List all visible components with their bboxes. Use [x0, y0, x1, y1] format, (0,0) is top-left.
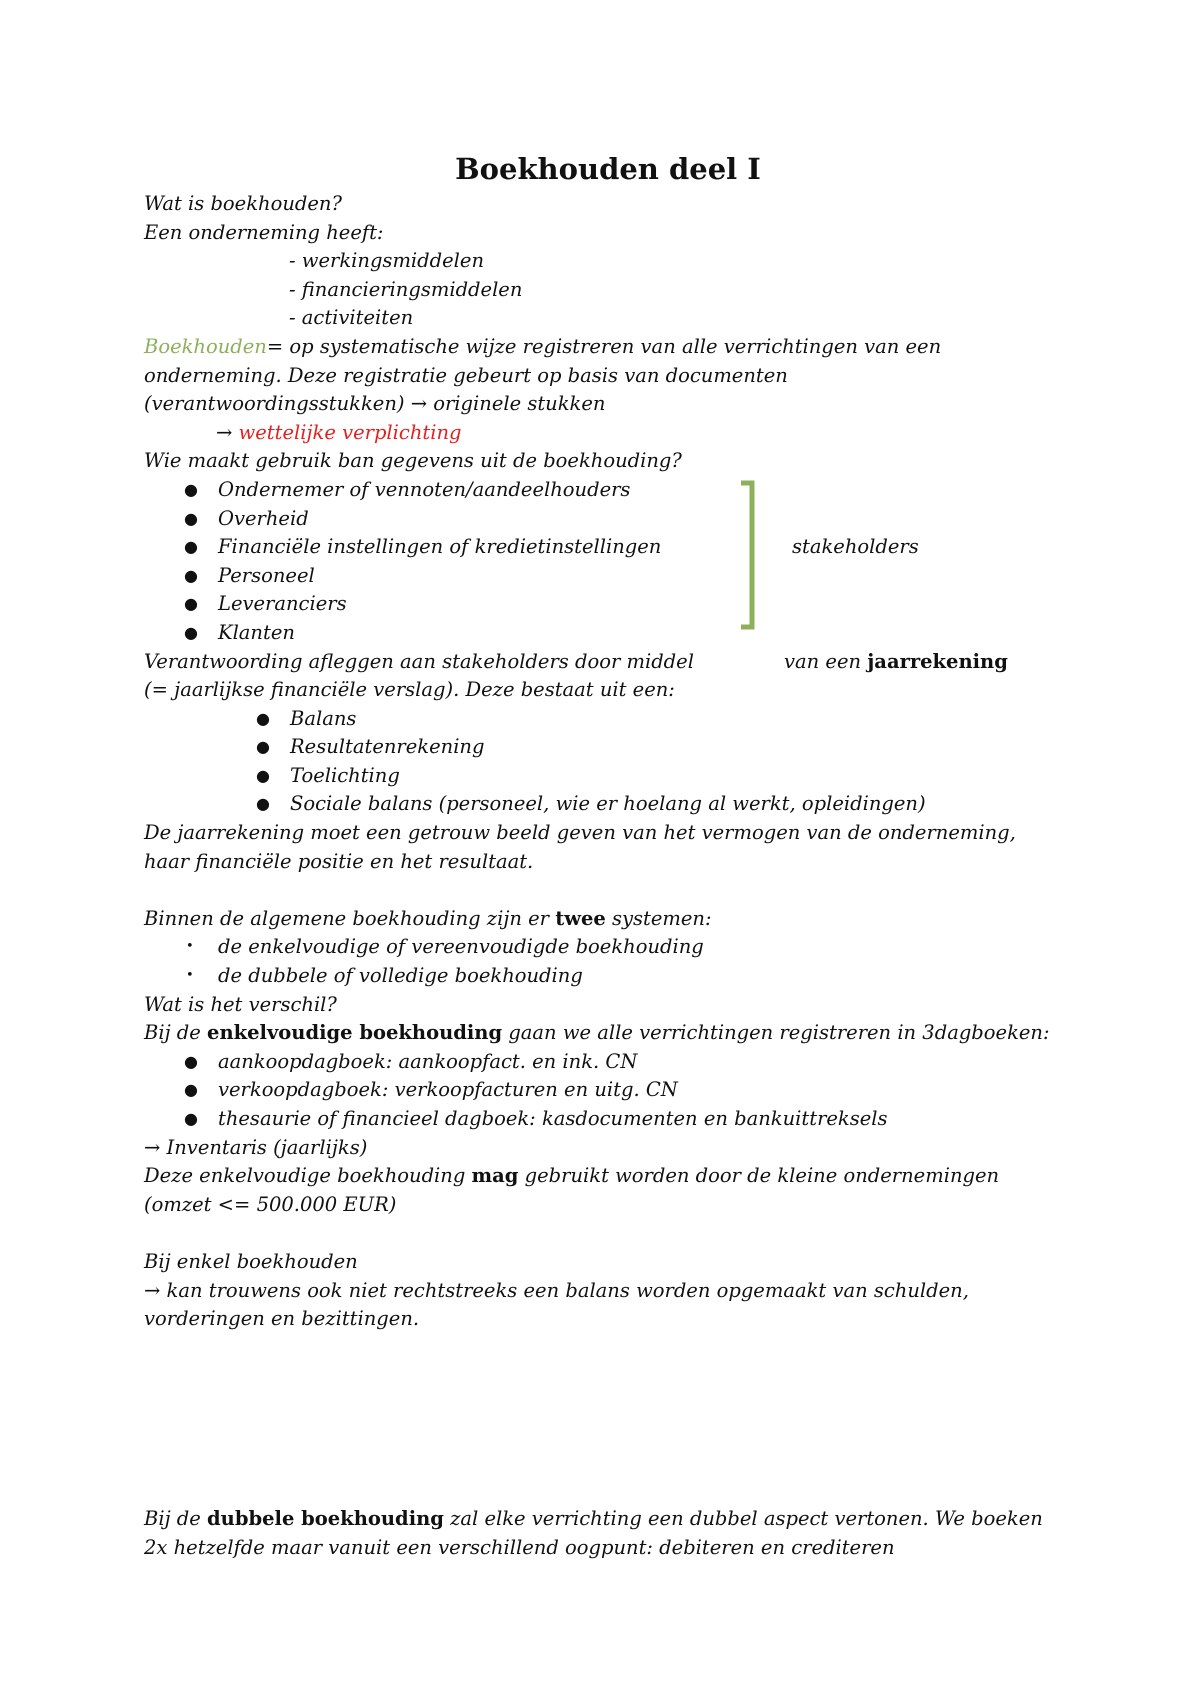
list-item: ● verkoopdagboek: verkoopfacturen en uitg. CN	[144, 1076, 1084, 1105]
inventory-line: → Inventaris (jaarlijks)	[144, 1135, 368, 1159]
bullet-icon: •	[186, 968, 194, 984]
bullet-icon: ●	[256, 708, 270, 728]
list-item: ● aankoopdagboek: aankoopfact. en ink. CN	[144, 1048, 1084, 1077]
double-line: 2x hetzelfde maar vanuit een verschillend oogpunt: debiteren en crediteren	[144, 1535, 895, 1559]
document-body	[144, 148, 1084, 1563]
bullet-icon: ●	[256, 794, 270, 814]
list-item: ● Toelichting	[144, 762, 1084, 791]
definition-line: (verantwoordingsstukken) → originele stukken	[144, 392, 606, 416]
bullet-icon: ●	[256, 765, 270, 785]
intro-statement: Een onderneming heeft:	[144, 220, 384, 244]
list-item: ● Balans	[144, 705, 1084, 734]
definition-term: Boekhouden	[144, 334, 267, 358]
list-item: ● Sociale balans (personeel, wie er hoelang al werkt, opleidingen)	[144, 790, 1084, 819]
legal-obligation: → wettelijke verplichting	[216, 420, 462, 444]
bullet-icon: ●	[184, 622, 198, 642]
arrow-right-icon: →	[216, 420, 233, 444]
stakeholders-label: stakeholders	[792, 535, 919, 559]
right-bracket-icon	[739, 480, 755, 630]
list-item: ● Klanten	[144, 619, 1084, 648]
list-item: ● Leveranciers	[144, 590, 1084, 619]
list-item: ● thesaurie of financieel dagboek: kasdocumenten en bankuittreksels	[144, 1105, 1084, 1134]
page-title: Boekhouden deel I	[455, 152, 761, 186]
list-item: ● Overheid	[144, 505, 1084, 534]
resource-item: - werkingsmiddelen	[289, 249, 485, 273]
bullet-icon: ●	[184, 1109, 198, 1128]
list-item: • de dubbele of volledige boekhouding	[144, 962, 1084, 991]
may-line: Deze enkelvoudige boekhouding mag gebruikt worden door de kleine ondernemingen	[144, 1164, 1000, 1188]
bullet-icon: ●	[184, 565, 198, 585]
bullet-icon: ●	[184, 479, 198, 499]
bullet-icon: ●	[184, 508, 198, 528]
systems-intro: Binnen de algemene boekhouding zijn er twee systemen:	[144, 906, 712, 930]
list-item: ● Personeel	[144, 562, 1084, 591]
resource-item: - financieringsmiddelen	[289, 277, 523, 301]
may-line: (omzet <= 500.000 EUR)	[144, 1192, 397, 1216]
jaarrekening-term: jaarrekening	[867, 649, 1008, 673]
definition-line: Boekhouden= op systematische wijze registreren van alle verrichtingen van een	[144, 334, 942, 358]
bullet-icon: •	[186, 939, 194, 955]
definition-line: onderneming. Deze registratie gebeurt op basis van documenten	[144, 363, 788, 387]
bullet-icon: ●	[184, 537, 198, 557]
single-note: vorderingen en bezittingen.	[144, 1307, 420, 1331]
list-item: ● Financiële instellingen of kredietinstellingen stakeholders	[144, 533, 1084, 562]
annual-note: haar financiële positie en het resultaat.	[144, 849, 534, 873]
list-item: • de enkelvoudige of vereenvoudigde boekhouding	[144, 933, 1084, 962]
list-item: ● Resultatenrekening	[144, 733, 1084, 762]
annual-line: Verantwoording afleggen aan stakeholders door middel van een jaarrekening	[144, 649, 1008, 673]
annual-line: (= jaarlijkse financiële verslag). Deze bestaat uit een:	[144, 678, 675, 702]
bullet-icon: ●	[256, 737, 270, 757]
systems-question: Wat is het verschil?	[144, 992, 337, 1016]
users-question: Wie maakt gebruik ban gegevens uit de boekhouding?	[144, 449, 682, 473]
intro-question: Wat is boekhouden?	[144, 192, 342, 215]
bullet-icon: ●	[184, 594, 198, 614]
list-item: ● Ondernemer of vennoten/aandeelhouders	[144, 476, 1084, 505]
bullet-icon: ●	[184, 1051, 198, 1071]
single-note: Bij enkel boekhouden	[144, 1249, 358, 1273]
bullet-icon: ●	[184, 1080, 198, 1100]
double-line: Bij de dubbele boekhouding zal elke verrichting een dubbel aspect vertonen. We boeken	[144, 1507, 1043, 1531]
single-note: → kan trouwens ook niet rechtstreeks een balans worden opgemaakt van schulden,	[144, 1278, 969, 1302]
annual-note: De jaarrekening moet een getrouw beeld geven van het vermogen van de onderneming,	[144, 821, 1016, 845]
resource-item: - activiteiten	[289, 306, 414, 330]
single-intro: Bij de enkelvoudige boekhouding gaan we alle verrichtingen registreren in 3dagboeken:	[144, 1021, 1050, 1045]
